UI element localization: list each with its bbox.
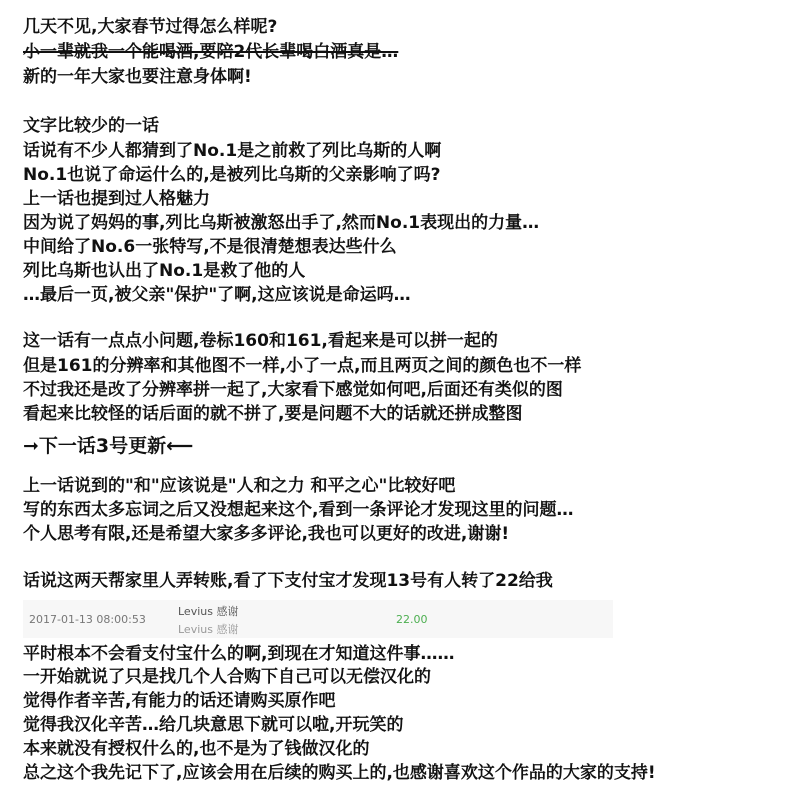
- payment-record: [23, 600, 613, 638]
- text-line: 觉得作者辛苦,有能力的话还请购买原作吧: [23, 691, 336, 711]
- text-line: 话说有不少人都猜到了No.1是之前救了列比乌斯的人啊: [23, 141, 442, 161]
- text-line: 个人思考有限,还是希望大家多多评论,我也可以更好的改进,谢谢!: [23, 524, 510, 544]
- text-line: 总之这个我先记下了,应该会用在后续的购买上的,也感谢喜欢这个作品的大家的支持!: [23, 763, 656, 783]
- update-notice: ➞下一话3号更新⟵: [23, 435, 194, 457]
- text-line: 新的一年大家也要注意身体啊!: [23, 67, 252, 87]
- text-line: 上一话也提到过人格魅力: [23, 189, 210, 209]
- text-line: 中间给了No.6一张特写,不是很清楚想表达些什么: [23, 237, 397, 257]
- text-line: 上一话说到的"和"应该说是"人和之力 和平之心"比较好吧: [23, 476, 456, 496]
- text-line: 本来就没有授权什么的,也不是为了钱做汉化的: [23, 739, 370, 759]
- text-line: 列比乌斯也认出了No.1是救了他的人: [23, 261, 306, 281]
- text-line: No.1也说了命运什么的,是被列比乌斯的父亲影响了吗?: [23, 165, 441, 185]
- text-line: 平时根本不会看支付宝什么的啊,到现在才知道这件事……: [23, 644, 455, 664]
- payment-date: 2017-01-13 08:00:53: [29, 613, 146, 626]
- payment-memo-secondary: Levius 感谢: [178, 623, 239, 636]
- text-line: 话说这两天帮家里人弄转账,看了下支付宝才发现13号有人转了22给我: [23, 571, 553, 591]
- text-line: 几天不见,大家春节过得怎么样呢?: [23, 17, 278, 37]
- text-line: 这一话有一点点小问题,卷标160和161,看起来是可以拼一起的: [23, 331, 498, 351]
- payment-amount: 22.00: [396, 613, 428, 626]
- text-line: 不过我还是改了分辨率拼一起了,大家看下感觉如何吧,后面还有类似的图: [23, 380, 563, 400]
- strikethrough-line: 小一辈就我一个能喝酒,要陪2代长辈喝白酒真是…: [23, 42, 399, 62]
- text-line: 因为说了妈妈的事,列比乌斯被激怒出手了,然而No.1表现出的力量…: [23, 213, 540, 233]
- text-line: 但是161的分辨率和其他图不一样,小了一点,而且两页之间的颜色也不一样: [23, 356, 582, 376]
- payment-memo: Levius 感谢: [178, 605, 239, 618]
- text-line: …最后一页,被父亲"保护"了啊,这应该说是命运吗…: [23, 285, 411, 305]
- text-line: 一开始就说了只是找几个人合购下自己可以无偿汉化的: [23, 667, 431, 687]
- text-line: 觉得我汉化辛苦…给几块意思下就可以啦,开玩笑的: [23, 715, 404, 735]
- text-line: 看起来比较怪的话后面的就不拼了,要是问题不大的话就还拼成整图: [23, 404, 523, 424]
- section-title: 文字比较少的一话: [23, 116, 159, 136]
- text-line: 写的东西太多忘词之后又没想起来这个,看到一条评论才发现这里的问题…: [23, 500, 574, 520]
